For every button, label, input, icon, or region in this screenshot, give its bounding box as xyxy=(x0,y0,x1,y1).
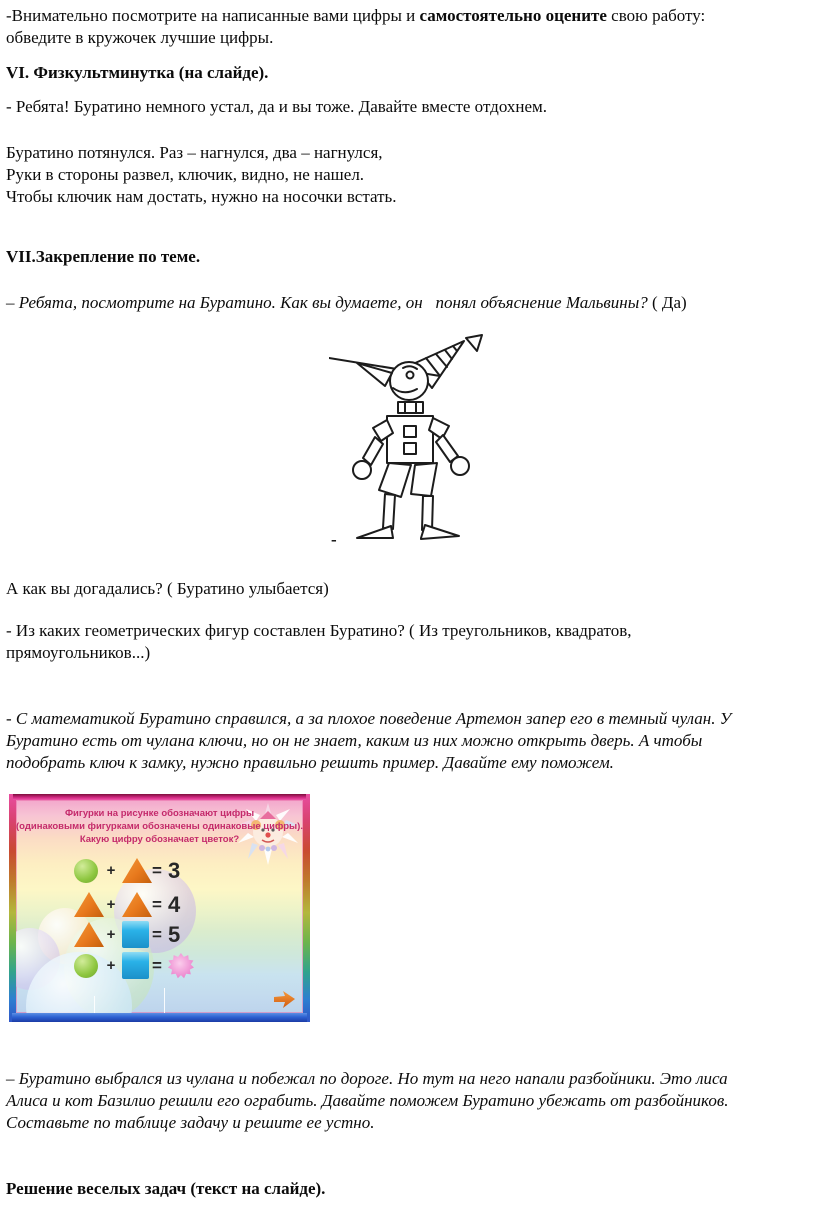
heading-fun-tasks: Решение веселых задач (текст на слайде). xyxy=(6,1179,326,1198)
orange-triangle-icon xyxy=(74,892,104,917)
eye-circle xyxy=(407,372,414,379)
slide-content xyxy=(16,800,303,1013)
slide-border-bottom xyxy=(12,1013,307,1022)
plus-sign: + xyxy=(106,896,116,913)
left-forearm xyxy=(363,437,383,465)
button-rect xyxy=(404,426,416,437)
equals-sign: = xyxy=(152,925,162,944)
left-foot-triangle xyxy=(357,526,393,538)
equals-sign: = xyxy=(152,861,162,880)
hat-tip-triangle xyxy=(466,335,482,351)
head-circle xyxy=(390,362,428,400)
equals-sign: = xyxy=(152,956,162,975)
right-foot-triangle xyxy=(421,525,459,539)
paragraph-self-assessment xyxy=(6,5,811,49)
orange-triangle-icon xyxy=(122,892,152,917)
equals-sign: = xyxy=(152,895,162,914)
pink-flower-icon xyxy=(168,953,194,979)
slide-title-line: (одинаковыми фигурками обозначены одинаковые цифры). xyxy=(16,821,303,832)
balloon-string xyxy=(164,988,165,1013)
poem-line: Буратино потянулся. Раз – нагнулся, два – нагнулся, xyxy=(6,143,383,162)
slide-title-line: Какую цифру обозначает цветок? xyxy=(79,834,240,845)
text-run: обведите в кружочек лучшие цифры. xyxy=(6,28,274,47)
balloon-string xyxy=(94,996,95,1013)
right-thigh xyxy=(411,463,437,496)
plus-sign: + xyxy=(106,926,116,943)
heading-vii-consolidation: VII.Закрепление по теме. xyxy=(6,247,201,266)
orange-triangle-icon xyxy=(122,858,152,883)
question-italic: – Ребята, посмотрите на Буратино. Как вы думаете, он понял объяснение Мальвины? xyxy=(6,293,648,312)
equation-row xyxy=(64,856,234,886)
stray-dash: - xyxy=(331,530,337,549)
buratino-figure-image xyxy=(329,334,534,556)
text-line: Алиса и кот Базилио решили его ограбить. Давайте поможем Буратино убежать от разбойников. xyxy=(6,1091,729,1110)
text-run: свою работу: xyxy=(606,6,706,25)
paragraph-artemon-story xyxy=(6,708,811,774)
text-line: - С математикой Буратино справился, а за плохое поведение Артемон запер его в темный чулан. У xyxy=(6,709,732,728)
poem-line: Чтобы ключик нам достать, нужно на носочки встать. xyxy=(6,187,397,206)
blue-square-icon xyxy=(122,921,149,948)
text-line: прямоугольников...) xyxy=(6,643,151,662)
equation-result: 3 xyxy=(167,858,181,883)
text-line: - Из каких геометрических фигур составлен Буратино? ( Из треугольников, квадратов, xyxy=(6,621,632,640)
plus-sign: + xyxy=(106,957,116,974)
answer-text: ( Да) xyxy=(647,293,687,312)
text-line: Составьте по таблице задачу и решите ее устно. xyxy=(6,1113,375,1132)
text-line: – Буратино выбрался из чулана и побежал по дороге. Но тут на него напали разбойники. Это лиса xyxy=(6,1069,728,1088)
left-thigh xyxy=(379,463,411,497)
heading-vi-physminute: VI. Физкультминутка (на слайде). xyxy=(6,63,269,82)
paragraph-robbers-story xyxy=(6,1068,811,1134)
equation-row xyxy=(64,951,234,981)
left-hand-circle xyxy=(353,461,371,479)
math-slide-image xyxy=(9,794,310,1022)
paragraph-malvina-question xyxy=(6,292,811,314)
button-rect xyxy=(404,443,416,454)
slide-rainbow-border-left xyxy=(9,794,16,1022)
plus-sign: + xyxy=(106,862,116,879)
equation-result: 5 xyxy=(167,922,181,947)
slide-rainbow-border-right xyxy=(303,794,310,1022)
green-circle-icon xyxy=(74,954,98,978)
paragraph-how-guessed: А как вы догадались? ( Буратино улыбается) xyxy=(6,579,329,598)
orange-triangle-icon xyxy=(74,922,104,947)
blue-square-icon xyxy=(122,952,149,979)
green-circle-icon xyxy=(74,859,98,883)
slide-title-line: Фигурки на рисунке обозначают цифры xyxy=(64,808,255,819)
body-square xyxy=(387,416,433,463)
neck-rect xyxy=(398,402,423,413)
equation-row xyxy=(64,920,234,950)
paragraph-which-shapes xyxy=(6,620,811,664)
poem-buratino-stretch xyxy=(6,142,811,208)
text-line: подобрать ключ к замку, нужно правильно решить пример. Давайте ему поможем. xyxy=(6,753,614,772)
equation-result: 4 xyxy=(167,892,181,917)
poem-line: Руки в стороны развел, ключик, видно, не нашел. xyxy=(6,165,365,184)
text-run: -Внимательно посмотрите на написанные вами цифры и xyxy=(6,6,420,25)
next-arrow-icon xyxy=(274,991,295,1008)
paragraph-rest-together: - Ребята! Буратино немного устал, да и вы тоже. Давайте вместе отдохнем. xyxy=(6,97,548,116)
slide-title xyxy=(16,807,303,846)
left-shin xyxy=(383,494,395,529)
text-run-bold: самостоятельно оцените xyxy=(419,6,607,25)
text-line: Буратино есть от чулана ключи, но он не знает, каким из них можно открыть дверь. А чтобы xyxy=(6,731,703,750)
right-hand-circle xyxy=(451,457,469,475)
equation-row xyxy=(64,890,234,920)
buratino-geometric-drawing xyxy=(329,334,529,556)
